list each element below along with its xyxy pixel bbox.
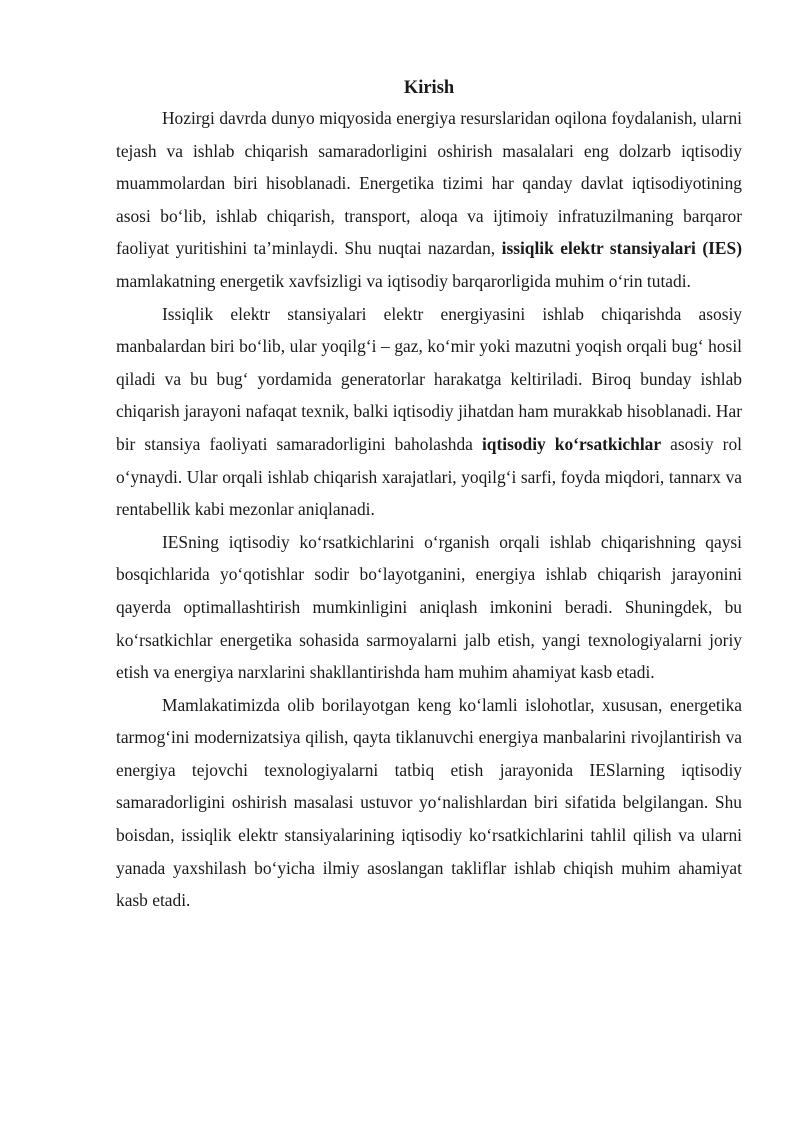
paragraph-1-bold-term: issiqlik elektr stansiyalari (IES): [501, 238, 742, 259]
page-title: Kirish: [403, 78, 455, 98]
paragraph-2-bold-term: iqtisodiy ko‘rsatkichlar: [481, 433, 662, 454]
paragraph-4: Mamlakatimizda olib borilayotgan keng ko‘lamli islohotlar, xususan, energetika tarmog‘ini modernizatsiya qilish, qayta tiklanuvchi energiya manbalarini rivojlantirish va energiya tejovchi texnologiyalarni tatbiq etish jarayonida IESlarning iqtisodiy samaradorligini oshirish masalasi ustuvor yo‘nalishlardan biri sifatida belgilangan. Shu boisdan, issiqlik elektr stansiyalarining iqtisodiy ko‘rsatkichlarini tahlil qilish va ularni yanada yaxshilash bo‘yicha ilmiy asoslangan takliflar ishlab chiqish muhim ahamiyat kasb etadi.: [116, 694, 742, 911]
paragraph-2-text-b: asosiy rol o‘ynaydi. Ular orqali ishlab chiqarish xarajatlari, yoqilg‘i sarfi, foyda miqdori, tannarx va rentabellik kabi mezonlar aniqlanadi.: [116, 433, 742, 520]
paragraph-1-text-a: Hozirgi davrda dunyo miqyosida energiya resurslaridan oqilona foydalanish, ularni tejash va ishlab chiqarish samaradorligini oshirish masalalari eng dolzarb iqtisodiy muammolardan biri hisoblanadi. Energetika tizimi har qanday davlat iqtisodiyotining asosi bo‘lib, ishlab chiqarish, transport, aloqa va ijtimoiy infratuzilmaning barqaror faoliyat yuritishini ta’minlaydi. Shu nuqtai nazardan,: [116, 108, 742, 259]
paragraph-1: [116, 102, 742, 298]
document-page: [116, 72, 742, 917]
paragraph-1-text-b: mamlakatning energetik xavfsizligi va iqtisodiy barqarorligida muhim o‘rin tutadi.: [116, 270, 691, 291]
paragraph-2: [116, 298, 742, 526]
paragraph-3: IESning iqtisodiy ko‘rsatkichlarini o‘rganish orqali ishlab chiqarishning qaysi bosqichlarida yo‘qotishlar sodir bo‘layotganini, energiya ishlab chiqarish jarayonini qayerda optimallashtirish mumkinligini aniqlash imkonini beradi. Shuningdek, bu ko‘rsatkichlar energetika sohasida sarmoyalarni jalb etish, yangi texnologiyalarni joriy etish va energiya narxlarini shakllantirishda ham muhim ahamiyat kasb etadi.: [116, 531, 742, 683]
paragraph-2-text-a: Issiqlik elektr stansiyalari elektr energiyasini ishlab chiqarishda asosiy manbalardan biri bo‘lib, ular yoqilg‘i – gaz, ko‘mir yoki mazutni yoqish orqali bug‘ hosil qiladi va bu bug‘ yordamida generatorlar harakatga keltiriladi. Biroq bunday ishlab chiqarish jarayoni nafaqat texnik, balki iqtisodiy jihatdan ham murakkab hisoblanadi. Har bir stansiya faoliyati samaradorligini baholashda: [116, 303, 742, 454]
